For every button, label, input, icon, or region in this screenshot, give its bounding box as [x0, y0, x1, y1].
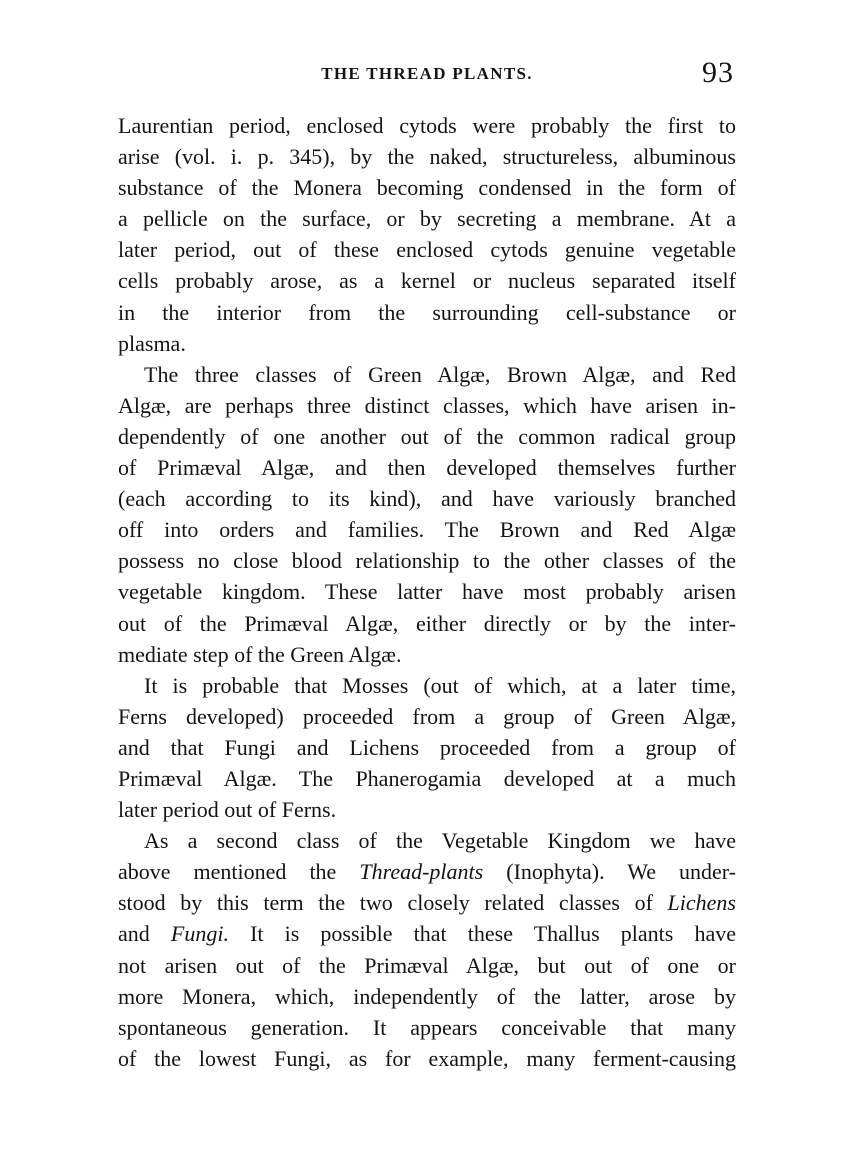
text-line: spontaneous generation. It appears conceivable that many [118, 1014, 736, 1040]
text-line: Laurentian period, enclosed cytods were probably the first to [118, 113, 736, 138]
text-line: substance of the Monera becoming condensed in the form of [118, 175, 736, 201]
text-line: vegetable kingdom. These latter have most probably arisen [118, 579, 736, 605]
text-line: possess no close blood relationship to the other classes of the [118, 548, 736, 574]
text-segment: above mentioned the [118, 859, 360, 885]
text-line: mediate step of the Green Algæ. [118, 641, 402, 667]
text-line: out of the Primæval Algæ, either directly or by the inter- [118, 610, 736, 636]
text-line: of Primæval Algæ, and then developed themselves further [118, 455, 736, 481]
paragraph [118, 670, 736, 825]
text-line [118, 887, 736, 918]
paragraph [118, 825, 736, 1074]
text-line: (each according to its kind), and have variously branched [118, 486, 736, 512]
text-line: Primæval Algæ. The Phanerogamia developed at a much [118, 765, 736, 791]
text-line: plasma. [118, 330, 186, 356]
running-head [118, 56, 736, 96]
text-line: a pellicle on the surface, or by secreting a membrane. At a [118, 206, 736, 232]
text-line: arise (vol. i. p. 345), by the naked, structureless, albuminous [118, 144, 736, 170]
italic-term: Lichens [667, 890, 736, 916]
text-line: Ferns developed) proceeded from a group of Green Algæ, [118, 703, 736, 729]
text-line: of the lowest Fungi, as for example, many ferment-causing [118, 1045, 736, 1071]
text-line: more Monera, which, independently of the latter, arose by [118, 983, 736, 1009]
text-line: in the interior from the surrounding cell-substance or [118, 299, 736, 325]
text-line: It is probable that Mosses (out of which, at a later time, [144, 672, 736, 698]
text-line: The three classes of Green Algæ, Brown Algæ, and Red [144, 361, 736, 387]
running-title: THE THREAD PLANTS. [321, 64, 533, 83]
text-line [118, 918, 736, 949]
text-line: As a second class of the Vegetable Kingdom we have [144, 828, 736, 854]
page-number: 93 [702, 56, 734, 89]
text-line: Algæ, are perhaps three distinct classes, which have arisen in- [118, 392, 736, 418]
text-line: off into orders and families. The Brown and Red Algæ [118, 517, 736, 543]
text-line: and that Fungi and Lichens proceeded from a group of [118, 734, 736, 760]
text-line: not arisen out of the Primæval Algæ, but out of one or [118, 952, 736, 978]
paragraph [118, 359, 736, 670]
text-segment: (Inophyta). We under- [483, 859, 736, 885]
text-segment: It is possible that these Thallus plants have [228, 921, 737, 947]
text-segment: stood by this term the two closely related classes of [118, 890, 668, 916]
text-line: cells probably arose, as a kernel or nucleus separated itself [118, 268, 736, 294]
paragraph [118, 110, 736, 359]
italic-term: Thread-plants [359, 859, 484, 885]
text-line: later period, out of these enclosed cytods genuine vegetable [118, 237, 736, 263]
italic-term: Fungi. [170, 921, 229, 947]
body-text [118, 110, 736, 1074]
text-line: later period out of Ferns. [118, 797, 337, 823]
text-segment: and [118, 921, 171, 947]
text-line: dependently of one another out of the common radical group [118, 423, 736, 449]
text-line [118, 856, 736, 887]
